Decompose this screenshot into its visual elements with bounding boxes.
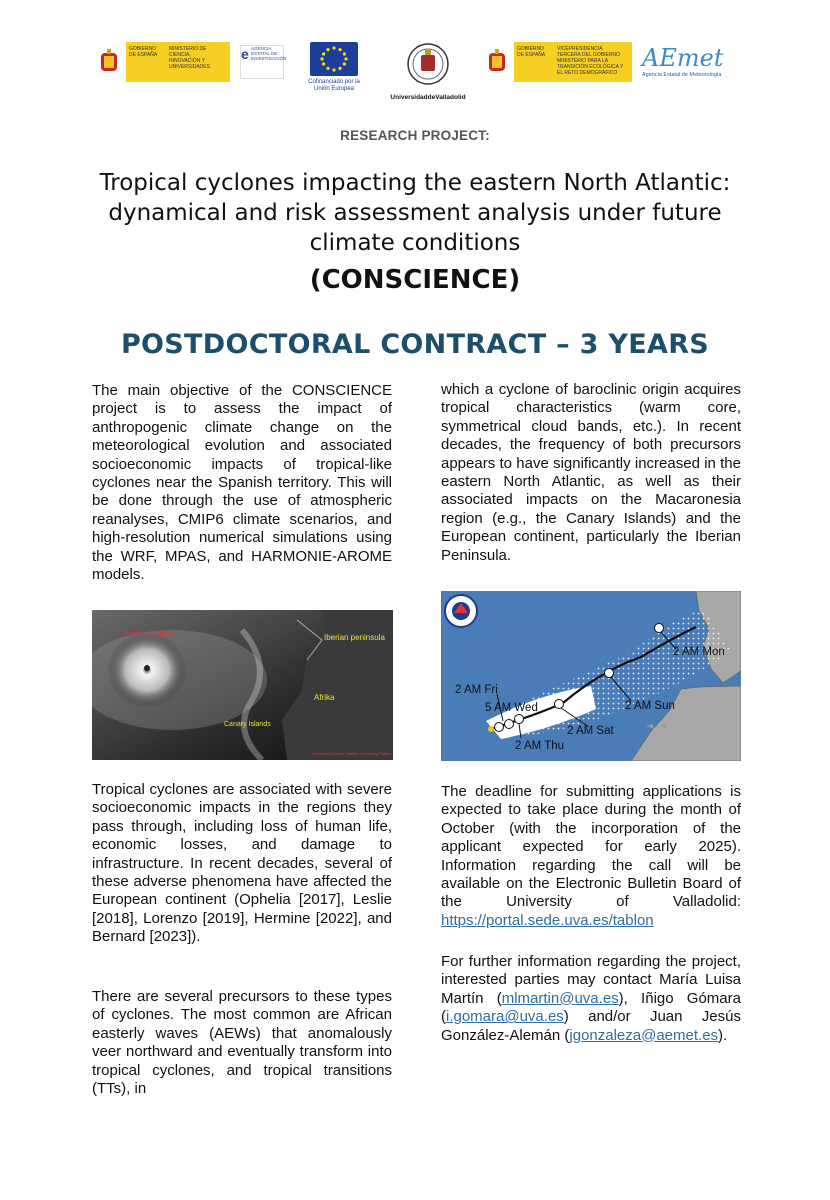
paragraph-precursors: There are several precursors to these types of cyclones. The most common are African easterly waves (AEWs) that anomalously veer northward and eventually transform into tropical cyclones, and tropical transitions (TTs), in (92, 988, 392, 1098)
eu-caption: Cofinanciado por la Unión Europea (308, 79, 360, 92)
spain-coat-of-arms-icon (92, 42, 126, 82)
email-link-igomara[interactable]: i.gomara@uva.es (446, 1008, 564, 1026)
aemet-subtitle: Agencia Estatal de Meteorología (642, 72, 722, 78)
ministerio-label-2: VICEPRESIDENCIA TERCERA DEL GOBIERNO MINISTERIO PARA LA TRANSICIÓN ECOLÓGICA Y EL RETO DEMOGRÁFICO (557, 46, 624, 76)
paragraph-transitions: which a cyclone of baroclinic origin acquires tropical characteristics (warm core, symmetrical cloud bands, etc.). In recent decades, the frequency of both precursors appears to have significantly increased in the eastern North Atlantic, as well as their associated impacts on the Macaronesia region (e.g., the Canary Islands) and the European continent, particularly the Iberian Peninsula. (441, 381, 741, 564)
label-canary: Canary Islands (224, 721, 271, 728)
aemet-wordmark: AEmet (642, 44, 724, 72)
forecast-track-map (441, 591, 741, 761)
satellite-image (92, 610, 393, 760)
email-link-jgonzaleza[interactable]: jgonzaleza@aemet.es (569, 1026, 719, 1044)
label-iberian: Iberian peninsula (324, 633, 385, 642)
gobierno-espana-logo-2 (480, 42, 632, 82)
paragraph-contact: For further information regarding the project, interested parties may contact María Luisa Martín (mlmartin@uva.es), Iñigo Gómara (i.gomara@uva.es) and/or Juan Jesús González-Alemán (jgonzaleza@aemet.es). (441, 953, 741, 1044)
aemet-logo (642, 44, 723, 78)
agencia-label: AGENCIA ESTATAL DE INVESTIGACIÓN (251, 46, 287, 61)
uva-seal-icon (402, 42, 454, 86)
spain-coat-of-arms-icon-2 (480, 42, 514, 82)
label-ophelia: Hurricane Ophelia (122, 631, 179, 638)
map-label-fri: 2 AM Fri (455, 684, 498, 696)
noaa-weather-service-icon (445, 595, 477, 627)
paragraph-objective: The main objective of the CONSCIENCE project is to assess the impact of anthropogenic climate change on the meteorological evolution and associated socioeconomic impacts of tropical-like cyclones near the Spanish territory. This will be done through the use of atmospheric reanalyses, CMIP6 climate scenarios, and high-resolution numerical simulations using the WRF, MPAS, and HARMONIE-AROME models. (92, 382, 392, 584)
gobierno-label-2: GOBIERNO DE ESPAÑA (517, 46, 546, 58)
gobierno-espana-logo (92, 42, 230, 82)
agencia-logo (240, 45, 287, 79)
aei-mark-icon: e (241, 46, 249, 62)
paragraph-deadline: The deadline for submitting applications is expected to take place during the month of October (with the incorporation of the applicant expected for early 2025). Information regarding the call will be available on the Electronic Bulletin Board of the University of Valladolid: https://portal.sede.uva.es/tablon (441, 783, 741, 929)
project-acronym: (CONSCIENCE) (309, 265, 521, 295)
map-label-thu: 2 AM Thu (515, 740, 565, 752)
map-label-sun: 2 AM Sun (625, 700, 675, 712)
gobierno-label: GOBIERNO DE ESPAÑA (129, 46, 158, 58)
project-title: Tropical cyclones impacting the eastern North Atlantic: dynamical and risk assessment analysis under future climate conditions (99, 170, 731, 256)
eu-logo (310, 42, 364, 93)
label-africa: Afrika (314, 693, 335, 702)
contract-heading: POSTDOCTORAL CONTRACT – 3 YEARS (120, 329, 710, 360)
map-label-sat: 2 AM Sat (567, 725, 614, 737)
tablon-link[interactable]: https://portal.sede.uva.es/tablon (441, 911, 654, 929)
uva-logo (390, 42, 468, 101)
email-link-mlmartin[interactable]: mlmartin@uva.es (501, 989, 619, 1007)
paragraph-impacts: Tropical cyclones are associated with severe socioeconomic impacts in the regions they pass through, including loss of human life, economic losses, and damage to infrastructure. In recent decades, several of these adverse phenomena have affected the European continent (Ophelia [2017], Leslie [2018], Lorenzo [2019], Hermine [2022], and Bernard [2023]). (92, 781, 392, 946)
uva-caption: UniversidaddeValladolid (390, 94, 466, 101)
eu-flag-icon (310, 42, 358, 76)
map-label-mon: 2 AM Mon (673, 646, 725, 658)
label-credit: Eumetsat/Dundee Satellite Receiving Station (312, 751, 392, 756)
ministerio-label: MINISTERIO DE CIENCIA, INNOVACIÓN Y UNIVERSIDADES (169, 46, 210, 70)
map-label-wed: 5 AM Wed (485, 702, 538, 714)
research-project-label: RESEARCH PROJECT: (340, 128, 490, 143)
logo-bar (92, 42, 722, 112)
